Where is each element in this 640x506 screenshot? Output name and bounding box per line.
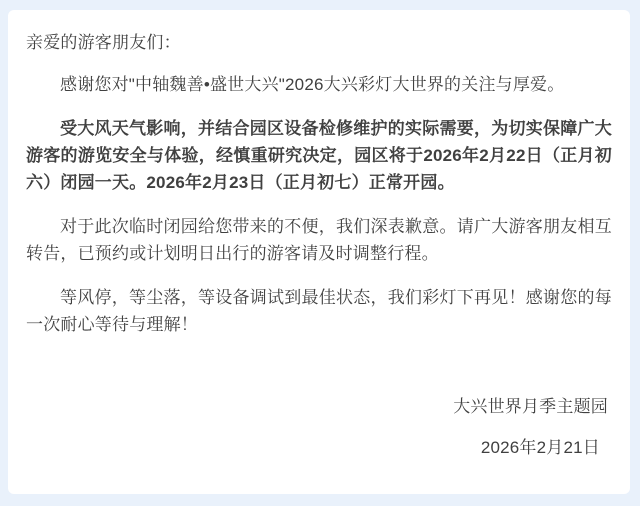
closure-announcement-paragraph: 受大风天气影响，并结合园区设备检修维护的实际需要，为切实保障广大游客的游览安全与体验，经慎重研究决定，园区将于2026年2月22日（正月初六）闭园一天。2026年2月23日（正月初七）正常开园。 <box>26 119 612 192</box>
closing-paragraph: 等风停，等尘落，等设备调试到最佳状态，我们彩灯下再见！感谢您的每一次耐心等待与理解！ <box>26 288 612 334</box>
thanks-paragraph: 感谢您对"中轴魏善•盛世大兴"2026大兴彩灯大世界的关注与厚爱。 <box>60 75 565 94</box>
signature: 大兴世界月季主题园 <box>453 397 608 416</box>
apology-paragraph: 对于此次临时闭园给您带来的不便，我们深表歉意。请广大游客朋友相互转告，已预约或计划明日出行的游客请及时调整行程。 <box>26 217 612 263</box>
greeting-line: 亲爱的游客朋友们： <box>26 33 181 52</box>
notice-date: 2026年2月21日 <box>480 438 600 457</box>
notice-card <box>8 10 630 494</box>
